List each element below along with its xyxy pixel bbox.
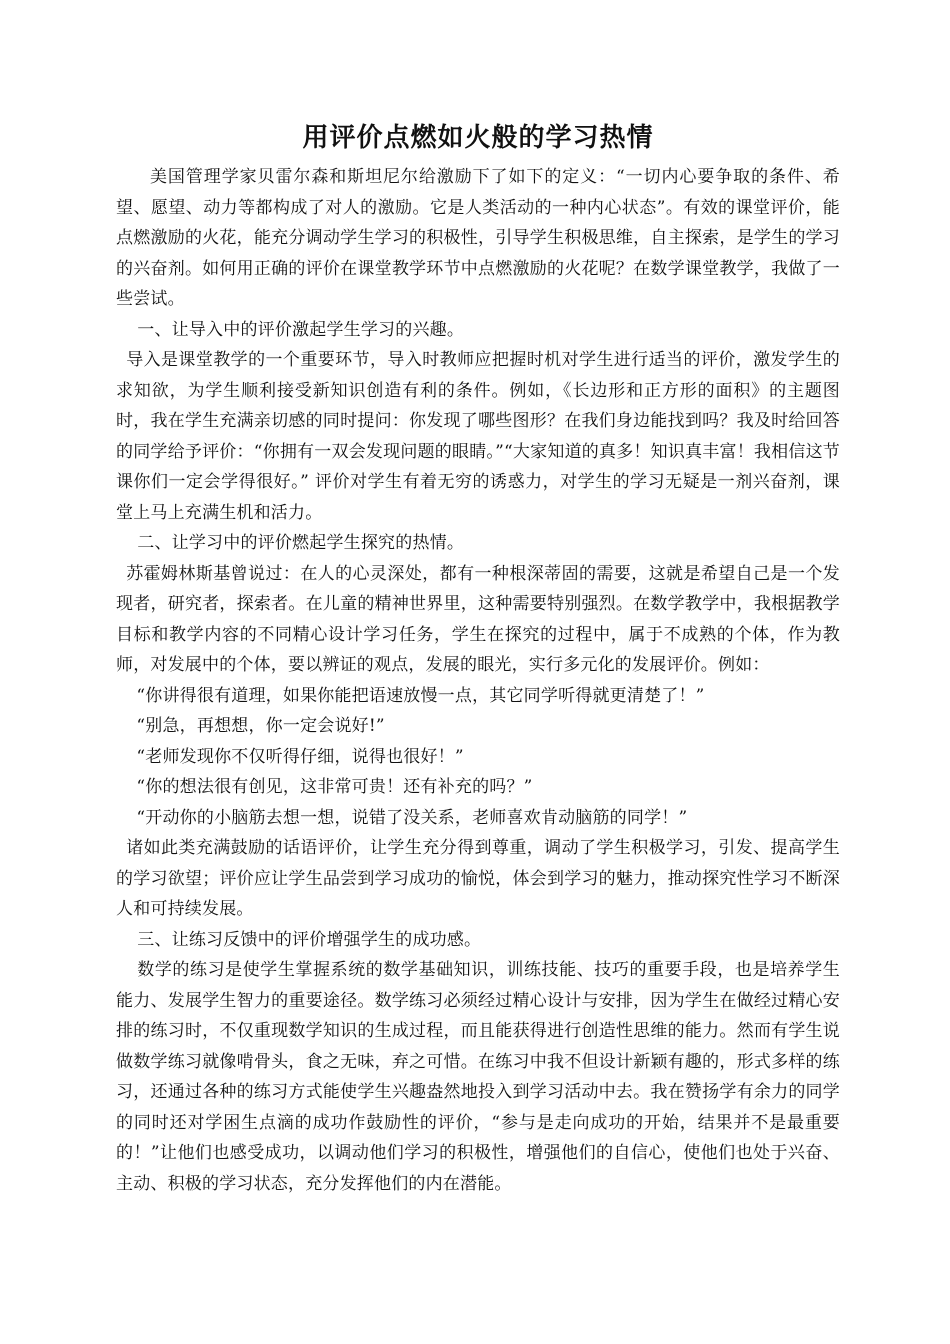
document-page — [116, 118, 840, 1199]
section-body-1: 导入是课堂教学的一个重要环节，导入时教师应把握时机对学生进行适当的评价，激发学生的求知欲，为学生顺利接受新知识创造有利的条件。例如，《长边形和正方形的面积》的主题图时，我在学生充满亲切感的同时提问：你发现了哪些图形？在我们身边能找到吗？我及时给回答的同学给予评价：“你拥有一双会发现问题的眼睛。”“大家知道的真多！知识真丰富！我相信这节课你们一定会学得很好。” 评价对学生有着无穷的诱惑力，对学生的学习无疑是一剂兴奋剂，课堂上马上充满生机和活力。 — [116, 350, 840, 523]
section-body-2: 苏霍姆林斯基曾说过：在人的心灵深处，都有一种根深蒂固的需要，这就是希望自己是一个发现者，研究者，探索者。在儿童的精神世界里，这种需要特别强烈。在数学教学中，我根据教学目标和教学内容的不同精心设计学习任务，学生在探究的过程中，属于不成熟的个体，作为教师，对发展中的个体，要以辨证的观点，发展的眼光，实行多元化的发展评价。例如： — [116, 563, 840, 675]
quote-line: “你的想法很有创见，这非常可贵！还有补充的吗？” — [136, 777, 533, 797]
intro-paragraph: 美国管理学家贝雷尔森和斯坦尼尔给激励下了如下的定义：“一切内心要争取的条件、希望、愿望、动力等都构成了对人的激励。它是人类活动的一种内心状态”。有效的课堂评价，能点燃激励的火花，能充分调动学生学习的积极性，引导学生积极思维，自主探索，是学生的学习的兴奋剂。如何用正确的评价在课堂教学环节中点燃激励的火花呢？在数学课堂教学，我做了一些尝试。 — [116, 167, 840, 309]
quote-line: “开动你的小脑筋去想一想，说错了没关系，老师喜欢肯动脑筋的同学！” — [136, 807, 688, 828]
section-body-3: 数学的练习是使学生掌握系统的数学基础知识，训练技能、技巧的重要手段，也是培养学生能力、发展学生智力的重要途径。数学练习必须经过精心设计与安排，因为学生在做经过精心安排的练习时，不仅重现数学知识的生成过程，而且能获得进行创造性思维的能力。然而有学生说做数学练习就像啃骨头，食之无味，弃之可惜。在练习中我不但设计新颖有趣的，形式多样的练习，还通过各种的练习方式能使学生兴趣盎然地投入到学习活动中去。我在赞扬学有余力的同学的同时还对学困生点滴的成功作鼓励性的评价，“参与是走向成功的开始，结果并不是最重要的！”让他们也感受成功，以调动他们学习的积极性，增强他们的自信心，使他们也处于兴奋、主动、积极的学习状态，充分发挥他们的内在潜能。 — [116, 960, 840, 1194]
section-heading-1: 一、让导入中的评价激起学生学习的兴趣。 — [137, 319, 465, 340]
section-heading-3: 三、让练习反馈中的评价增强学生的成功感。 — [137, 929, 482, 950]
section-body-2b: 诸如此类充满鼓励的话语评价，让学生充分得到尊重，调动了学生积极学习，引发、提高学生的学习欲望；评价应让学生品尝到学习成功的愉悦，体会到学习的魅力，推动探究性学习不断深人和可持续发展。 — [116, 838, 840, 919]
quote-line: “你讲得很有道理，如果你能把语速放慢一点，其它同学听得就更清楚了！” — [136, 685, 705, 706]
section-heading-2: 二、让学习中的评价燃起学生探究的热情。 — [137, 533, 465, 553]
document-title: 用评价点燃如火般的学习热情 — [302, 123, 654, 153]
quote-line: “别急，再想想，你一定会说好!” — [136, 716, 385, 736]
quote-line: “老师发现你不仅听得仔细，说得也很好！” — [136, 746, 464, 767]
